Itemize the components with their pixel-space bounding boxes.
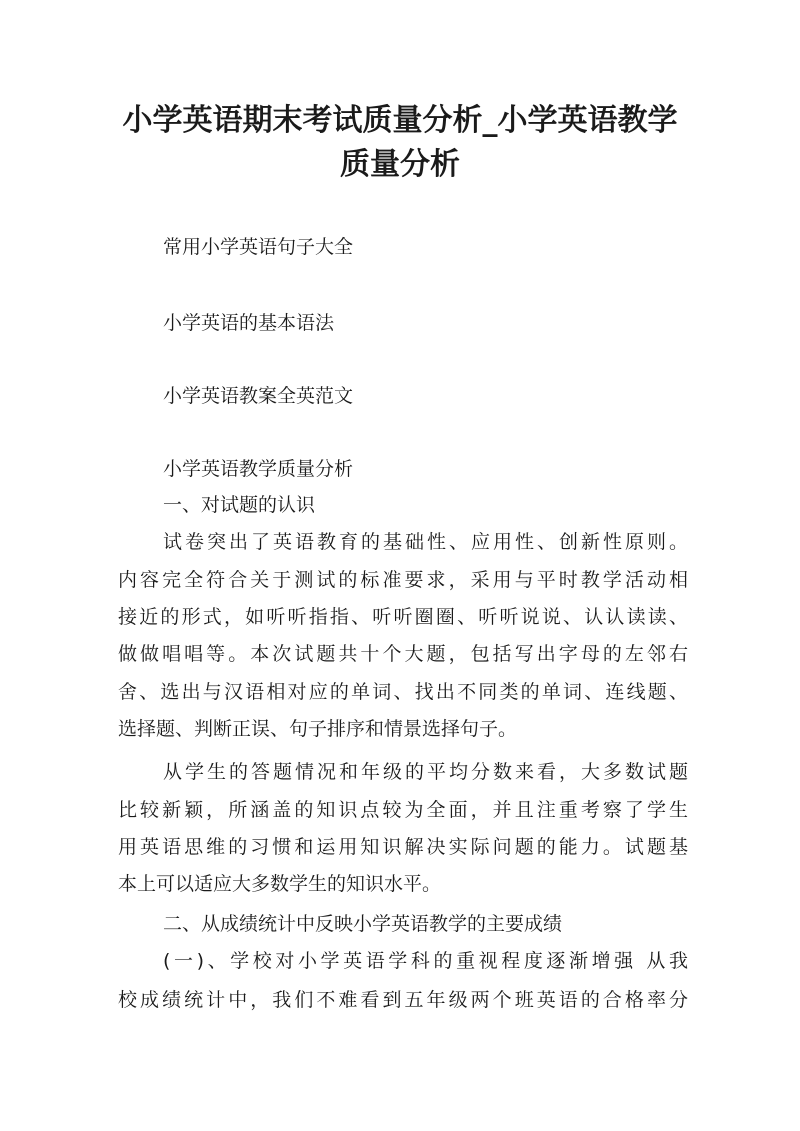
section-title: 小学英语教学质量分析 [163, 458, 354, 480]
paragraph-1-line: 舍、选出与汉语相对应的单词、找出不同类的单词、连线题、 [118, 681, 688, 703]
paragraph-1-line: 做做唱唱等。本次试题共十个大题，包括写出字母的左邻右 [118, 643, 688, 665]
paragraph-1-line: 选择题、判断正误、句子排序和情景选择句子。 [118, 718, 518, 740]
paragraph-2-line: 用英语思维的习惯和运用知识解决实际问题的能力。试题基 [118, 836, 688, 858]
related-link-3[interactable]: 小学英语教案全英范文 [163, 385, 354, 407]
paragraph-2-line: 比较新颖，所涵盖的知识点较为全面，并且注重考察了学生 [118, 799, 688, 821]
paragraph-2-line: 本上可以适应大多数学生的知识水平。 [118, 873, 442, 895]
paragraph-1-line: 试卷突出了英语教育的基础性、应用性、创新性原则。 [163, 531, 688, 553]
document-title-line-2: 质量分析 [340, 147, 460, 182]
paragraph-1-line: 接近的形式，如听听指指、听听圈圈、听听说说、认认读读、 [118, 606, 688, 628]
paragraph-2-line: 从学生的答题情况和年级的平均分数来看，大多数试题 [163, 761, 688, 783]
document-title-line-1: 小学英语期末考试质量分析_小学英语教学 [122, 103, 678, 138]
paragraph-3-line: 校成绩统计中，我们不难看到五年级两个班英语的合格率分 [118, 989, 688, 1011]
paragraph-1-line: 内容完全符合关于测试的标准要求，采用与平时教学活动相 [118, 569, 688, 591]
heading-2: 二、从成绩统计中反映小学英语教学的主要成绩 [163, 913, 563, 935]
related-link-2[interactable]: 小学英语的基本语法 [163, 312, 335, 334]
related-link-1[interactable]: 常用小学英语句子大全 [163, 236, 354, 258]
paragraph-3-line: (一)、学校对小学英语学科的重视程度逐渐增强 从我 [163, 950, 688, 972]
heading-1: 一、对试题的认识 [163, 494, 316, 516]
